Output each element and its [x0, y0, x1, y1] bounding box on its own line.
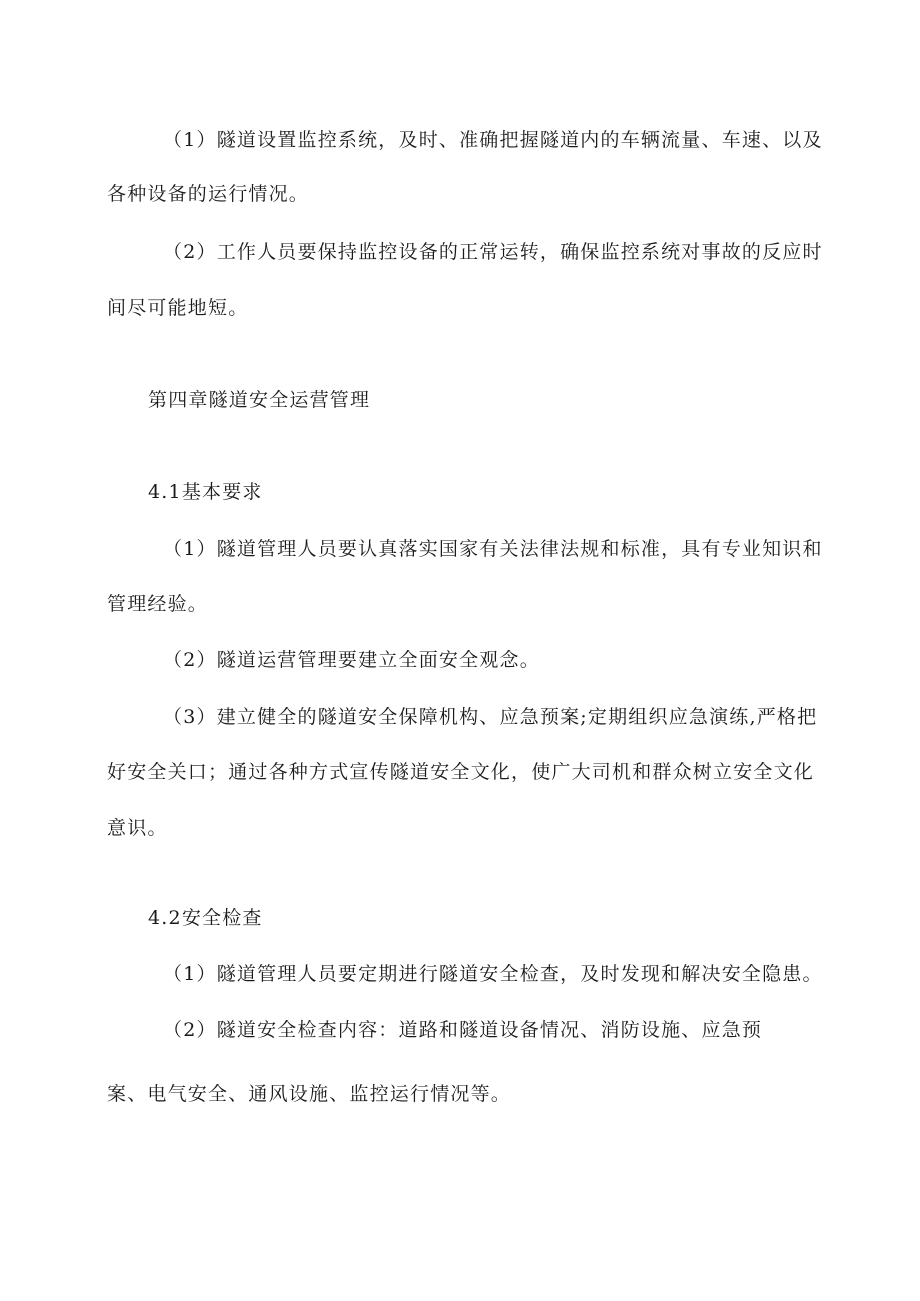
chapter4-title: 第四章隧道安全运营管理: [148, 389, 371, 411]
section42-title: 4.2安全检查: [148, 907, 263, 929]
s42-item2-line2: 案、电气安全、通风设施、监控运行情况等。: [107, 1083, 512, 1105]
s41-item2-line1: （2）隧道运营管理要建立全面安全观念。: [163, 649, 540, 671]
s41-item1-line2: 管理经验。: [107, 593, 209, 615]
s41-item3-line3: 意识。: [107, 817, 168, 839]
s41-item3-line1: （3）建立健全的隧道安全保障机构、应急预案;定期组织应急演练,严格把: [163, 706, 818, 728]
section41-title: 4.1基本要求: [148, 481, 263, 503]
p1-line2: 各种设备的运行情况。: [107, 183, 310, 205]
p2-line2: 间尽可能地短。: [107, 297, 249, 319]
p2-line1: （2）工作人员要保持监控设备的正常运转，确保监控系统对事故的反应时: [163, 241, 823, 263]
p1-line1: （1）隧道设置监控系统，及时、准确把握隧道内的车辆流量、车速、以及: [163, 129, 823, 151]
s42-item1-line1: （1）隧道管理人员要定期进行隧道安全检查，及时发现和解决安全隐患。: [163, 963, 823, 985]
s41-item1-line1: （1）隧道管理人员要认真落实国家有关法律法规和标准，具有专业知识和: [163, 538, 823, 560]
s42-item2-line1: （2）隧道安全检查内容：道路和隧道设备情况、消防设施、应急预: [163, 1019, 763, 1041]
s41-item3-line2: 好安全关口；通过各种方式宣传隧道安全文化，使广大司机和群众树立安全文化: [107, 761, 815, 783]
